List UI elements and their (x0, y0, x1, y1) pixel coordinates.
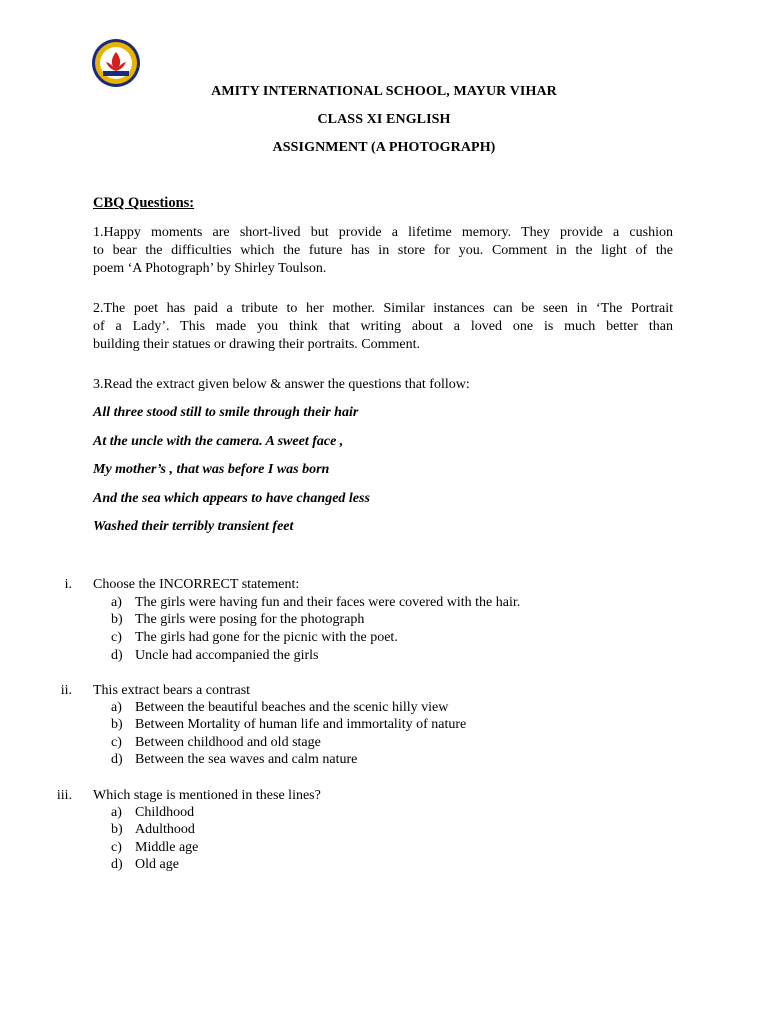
option-text: The girls were having fun and their faces were covered with the hair. (135, 595, 521, 610)
option-label: d) (111, 752, 123, 767)
option-text: Between the beautiful beaches and the scenic hilly view (135, 700, 449, 715)
class-title: CLASS XI ENGLISH (317, 112, 451, 127)
question-1-line: poem ‘A Photograph’ by Shirley Toulson. (93, 261, 327, 276)
mcq-option (111, 734, 321, 752)
assignment-title: ASSIGNMENT (A PHOTOGRAPH) (272, 140, 496, 155)
mcq-number: iii. (56, 788, 72, 803)
question-2-line: building their statues or drawing their portraits. Comment. (93, 337, 420, 352)
mcq-question: Which stage is mentioned in these lines? (93, 788, 321, 803)
option-text: Uncle had accompanied the girls (135, 648, 319, 663)
question-1 (93, 224, 673, 278)
option-text: The girls had gone for the picnic with the poet. (135, 630, 398, 645)
mcq-option (111, 647, 318, 665)
question-3-intro: 3.Read the extract given below & answer the questions that follow: (93, 377, 470, 392)
option-text: Childhood (135, 805, 195, 820)
question-2-line: 2.The poet has paid a tribute to her mother. Similar instances can be seen in ‘The Portrait (93, 301, 673, 316)
question-1-line: 1.Happy moments are short-lived but provide a lifetime memory. They provide a cushion (93, 225, 673, 240)
option-label: c) (111, 840, 122, 855)
option-label: d) (111, 648, 123, 663)
extract-line: Washed their terribly transient feet (93, 519, 294, 534)
option-text: The girls were posing for the photograph (135, 612, 365, 627)
extract-line: My mother’s , that was before I was born (93, 462, 330, 477)
option-text: Between Mortality of human life and immortality of nature (135, 717, 467, 732)
extract-line: At the uncle with the camera. A sweet face , (93, 434, 344, 449)
mcq-number: i. (64, 577, 72, 592)
option-text: Middle age (135, 840, 199, 855)
mcq-question: This extract bears a contrast (93, 683, 251, 698)
section-heading: CBQ Questions: (93, 195, 195, 211)
mcq-option (111, 629, 398, 647)
mcq-option (111, 611, 364, 629)
option-label: b) (111, 822, 123, 837)
option-label: a) (111, 700, 122, 715)
option-label: c) (111, 735, 122, 750)
question-2-line: of a Lady’. This made you think that writing about a loved one is much better than (93, 319, 673, 334)
option-text: Between the sea waves and calm nature (135, 752, 358, 767)
mcq-option (111, 804, 194, 822)
option-label: a) (111, 595, 122, 610)
option-text: Between childhood and old stage (135, 735, 321, 750)
extract-line: All three stood still to smile through their hair (93, 405, 359, 420)
mcq-question: Choose the INCORRECT statement: (93, 577, 300, 592)
option-text: Old age (135, 857, 179, 872)
school-logo (91, 38, 141, 88)
mcq-number: ii. (60, 683, 72, 698)
mcq-option (111, 751, 357, 769)
extract-line: And the sea which appears to have changed less (93, 491, 370, 506)
option-label: d) (111, 857, 123, 872)
option-label: c) (111, 630, 122, 645)
mcq-option (111, 821, 195, 839)
school-name: AMITY INTERNATIONAL SCHOOL, MAYUR VIHAR (211, 84, 557, 99)
option-label: a) (111, 805, 122, 820)
mcq-option (111, 594, 520, 612)
mcq-option (111, 856, 179, 874)
mcq-option (111, 699, 448, 717)
option-label: b) (111, 717, 123, 732)
option-label: b) (111, 612, 123, 627)
mcq-option (111, 716, 466, 734)
question-2 (93, 300, 673, 354)
mcq-option (111, 839, 198, 857)
option-text: Adulthood (135, 822, 195, 837)
school-crest-icon (91, 38, 141, 88)
question-1-line: to bear the difficulties which the future has in store for you. Comment in the light of the (93, 243, 673, 258)
